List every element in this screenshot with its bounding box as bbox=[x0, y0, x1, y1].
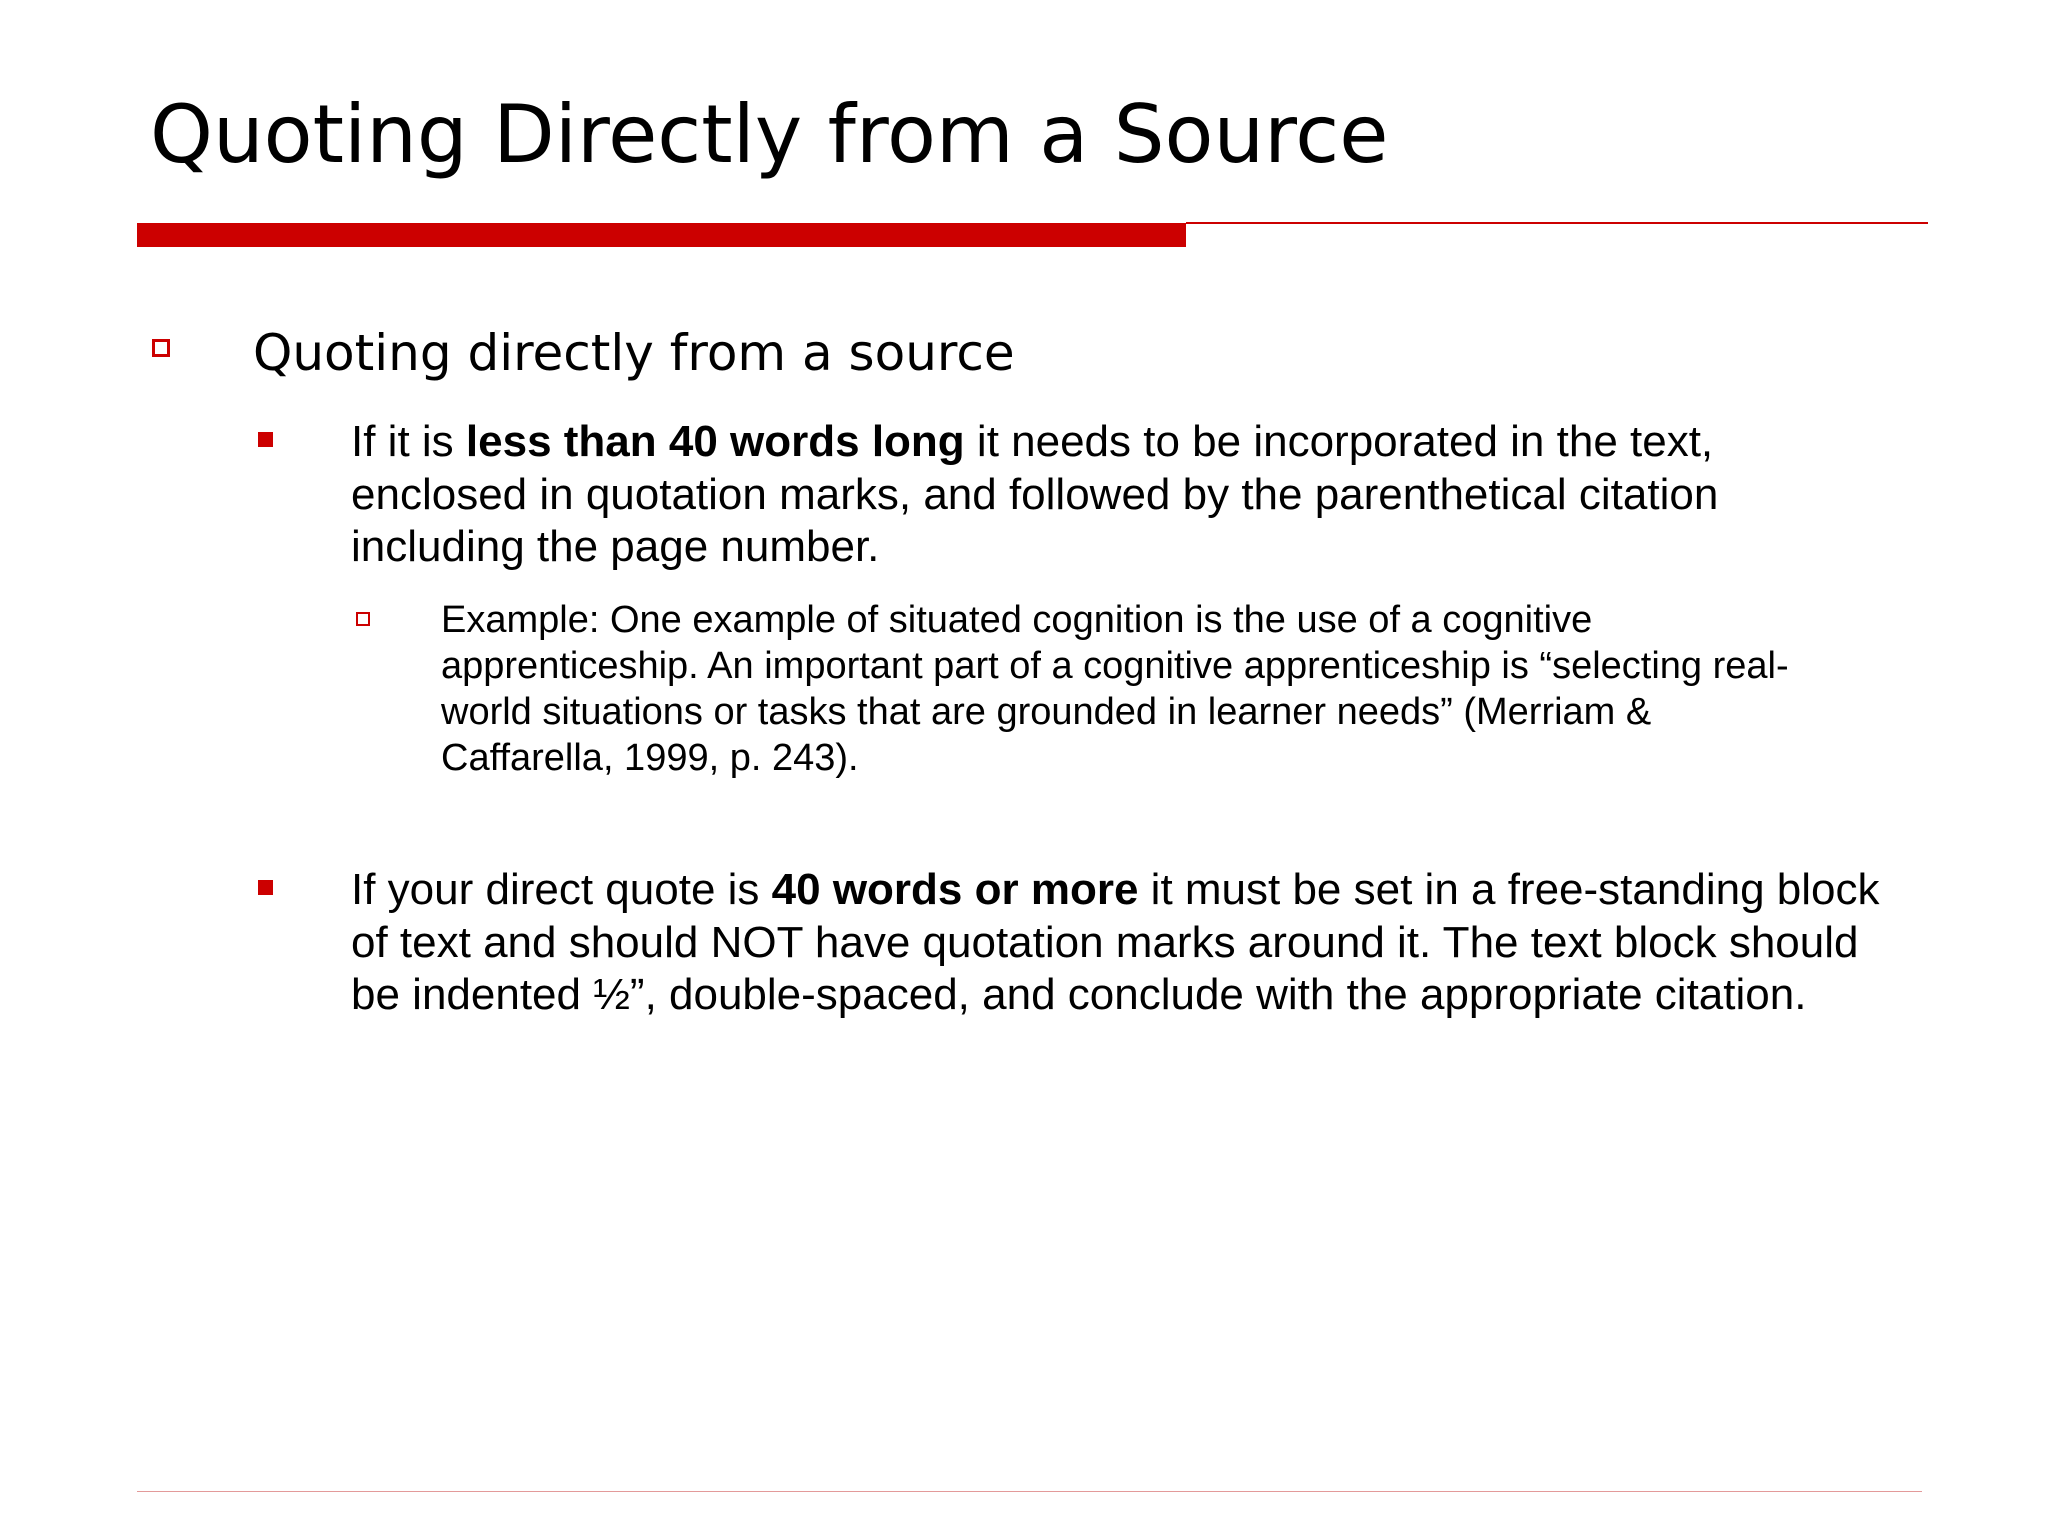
bullet-text-rest: it needs to be incorporated in the text, enclosed in quotation marks, and followed by the parenthetical citation including the page number. bbox=[351, 417, 1719, 571]
footer-rule bbox=[137, 1491, 1922, 1492]
example-quote bbox=[441, 597, 1901, 781]
bullet-less-than-40-words bbox=[351, 416, 1891, 574]
filled-square-bullet-icon bbox=[258, 432, 273, 447]
example-line: apprenticeship. An important part of a cognitive apprenticeship is “selecting real- bbox=[441, 645, 1789, 687]
title-underline-thick bbox=[137, 223, 1186, 247]
filled-square-bullet-icon bbox=[258, 880, 273, 895]
example-line: Caffarella, 1999, p. 243). bbox=[441, 737, 859, 779]
bullet-quoting-directly: Quoting directly from a source bbox=[253, 324, 1015, 382]
hollow-square-bullet-icon bbox=[356, 612, 370, 626]
bullet-text-emphasis: less than 40 words long bbox=[465, 417, 965, 466]
example-line: Example: One example of situated cognition is the use of a cognitive bbox=[441, 599, 1593, 641]
slide-title: Quoting Directly from a Source bbox=[150, 88, 1389, 181]
bullet-text-emphasis: 40 words or more bbox=[771, 865, 1139, 914]
bullet-text-rest: it must be set in a free-standing block of text and should NOT have quotation marks around it. The text block should be indented ½”, double-spaced, and conclude with the appropriate citation. bbox=[351, 865, 1880, 1019]
example-line: world situations or tasks that are grounded in learner needs” (Merriam & bbox=[441, 691, 1652, 733]
bullet-text-lead: If your direct quote is bbox=[351, 865, 772, 914]
hollow-square-bullet-icon bbox=[152, 339, 170, 357]
title-underline-thin bbox=[1186, 222, 1928, 224]
bullet-40-words-or-more bbox=[351, 864, 1891, 1022]
bullet-text-lead: If it is bbox=[351, 417, 466, 466]
